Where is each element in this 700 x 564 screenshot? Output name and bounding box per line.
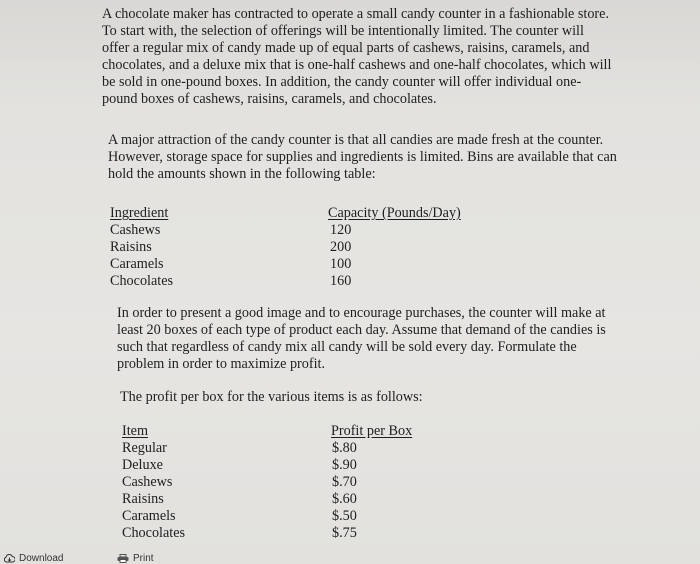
table-cell: Caramels <box>122 508 176 524</box>
table-header: Item <box>122 423 148 439</box>
item-column <box>122 423 185 542</box>
ingredient-column <box>110 205 173 290</box>
table-cell: Cashews <box>110 222 161 238</box>
table-cell: Cashews <box>122 474 173 490</box>
table-cell: 120 <box>330 222 352 238</box>
intro-paragraph: A chocolate maker has contracted to operate a small candy counter in a fashionable store. To start with, the selection of offerings will be intentionally limited. The counter will offer a regular mix of candy made up of equal parts of cashews, raisins, caramels, and chocolates, and a deluxe mix that is one-half cashews and one-half chocolates, which will be sold in one-pound boxes. In addition, the candy counter will offer individual one- pound boxes of cashews, raisins, caramels, and chocolates. <box>102 6 612 107</box>
table-cell: $.50 <box>332 508 357 524</box>
table-cell: $.80 <box>332 440 357 456</box>
table-cell: 200 <box>330 239 352 255</box>
download-button[interactable] <box>4 552 63 564</box>
profit-intro-paragraph: The profit per box for the various items is as follows: <box>120 389 423 405</box>
storage-paragraph: A major attraction of the candy counter is that all candies are made fresh at the counter. However, storage space for supplies and ingredients is limited. Bins are available that can hold the amounts shown in the following table: <box>108 132 617 182</box>
print-button[interactable] <box>117 552 154 564</box>
download-icon <box>4 554 15 563</box>
profit-per-box-table <box>122 423 522 541</box>
table-cell: Regular <box>122 440 167 456</box>
table-header: Ingredient <box>110 205 169 221</box>
table-cell: Deluxe <box>122 457 163 473</box>
table-cell: 160 <box>330 273 352 289</box>
requirements-paragraph: In order to present a good image and to encourage purchases, the counter will make at least 20 boxes of each type of product each day. Assume that demand of the candies is such that regardless of candy mix all candy will be sold every day. Formulate the problem in order to maximize profit. <box>117 305 606 372</box>
table-cell: 100 <box>330 256 352 272</box>
table-cell: $.90 <box>332 457 357 473</box>
profit-column <box>331 423 412 542</box>
table-cell: Chocolates <box>122 525 186 541</box>
capacity-column <box>328 205 461 290</box>
table-header: Profit per Box <box>331 423 413 439</box>
printer-icon <box>117 554 129 563</box>
table-cell: Raisins <box>110 239 152 255</box>
table-cell: Raisins <box>122 491 164 507</box>
table-cell: $.75 <box>332 525 357 541</box>
bottom-toolbar <box>0 550 700 564</box>
table-cell: $.70 <box>332 474 357 490</box>
table-cell: Caramels <box>110 256 164 272</box>
table-cell: Chocolates <box>110 273 174 289</box>
bin-capacity-table <box>110 205 510 295</box>
table-cell: $.60 <box>332 491 357 507</box>
table-header: Capacity (Pounds/Day) <box>328 205 461 221</box>
download-label: Download <box>19 552 64 564</box>
print-label: Print <box>133 552 154 564</box>
